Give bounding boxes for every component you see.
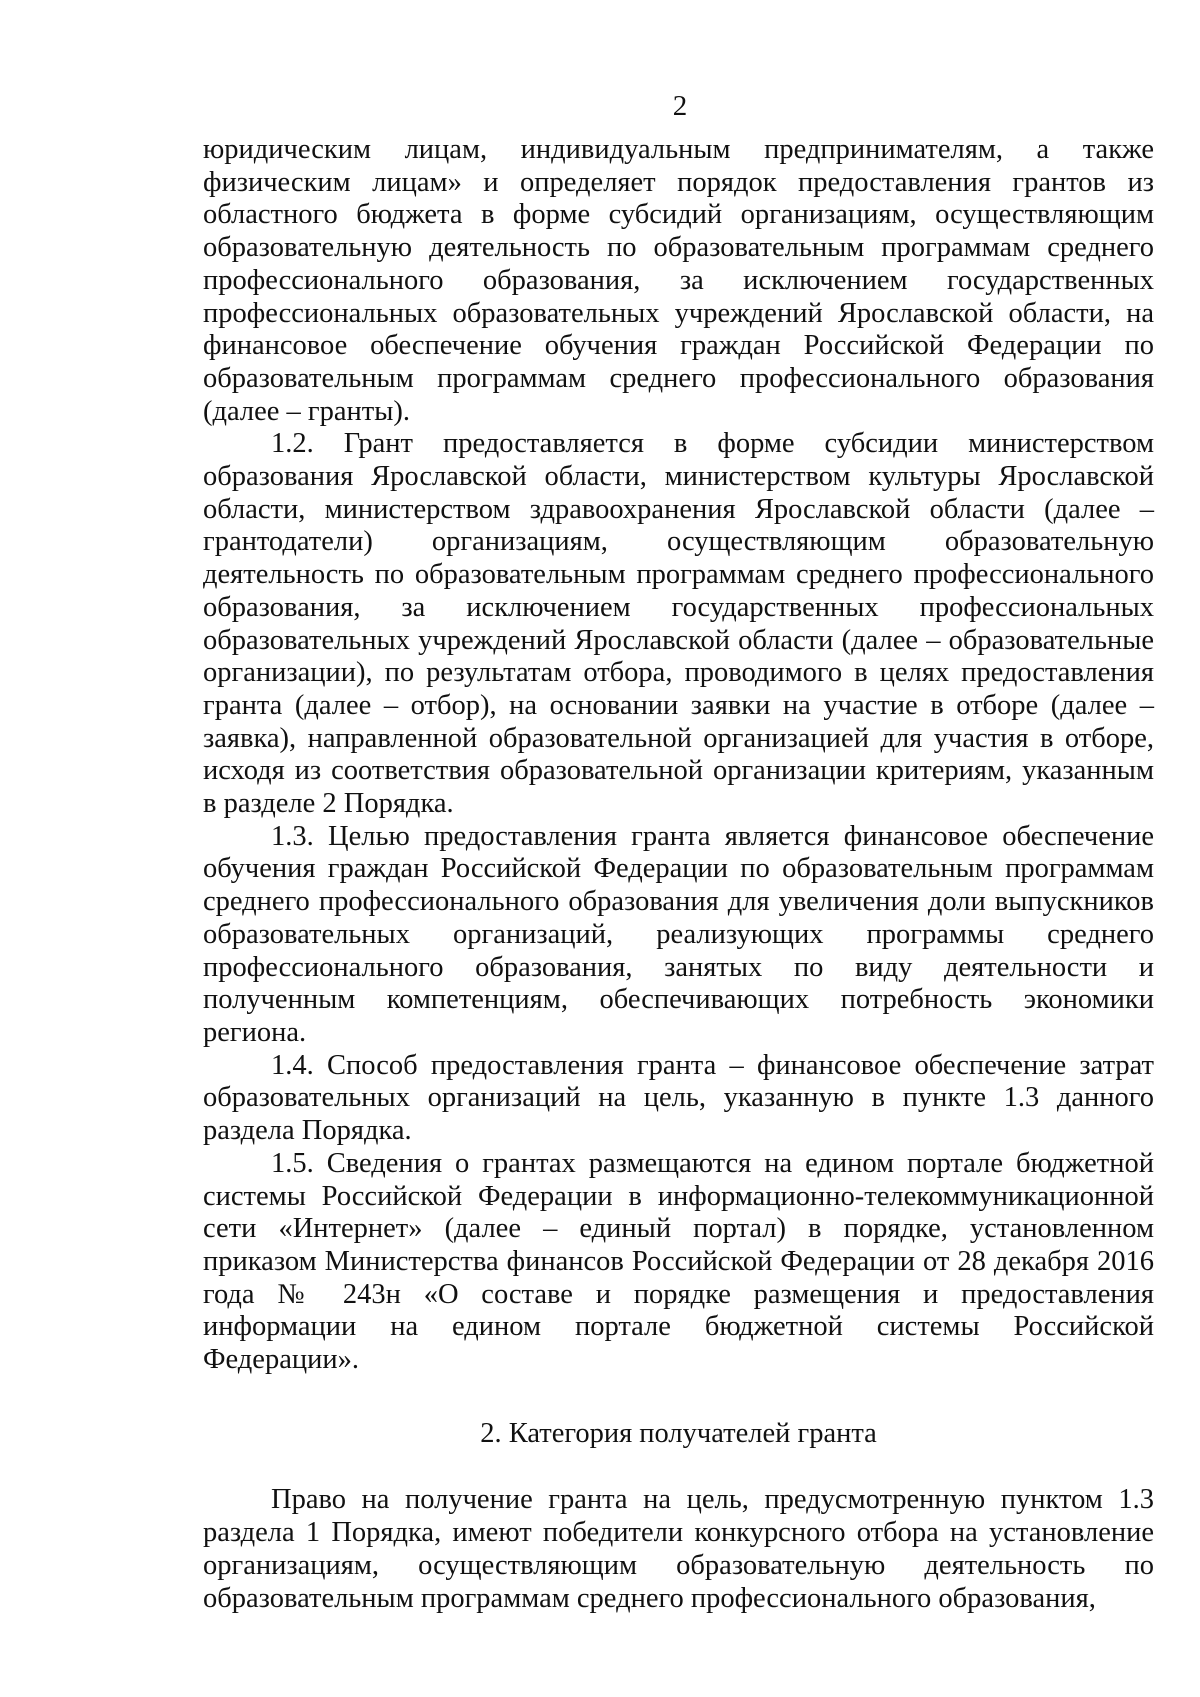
document-body: [203, 134, 1154, 1615]
paragraph-continuation: юридическим лицам, индивидуальным предпринимателям, а также физическим лицам» и определяет порядок предоставления грантов из областного бюджета в форме субсидий организациям, осуществляющим образовательную деятельность по образовательным программам среднего профессионального образования, за исключением государственных профессиональных образовательных учреждений Ярославской области, на финансовое обеспечение обучения граждан Российской Федерации по образовательным программам среднего профессионального образования (далее – гранты).: [203, 134, 1154, 427]
paragraph-1-2: 1.2. Грант предоставляется в форме субсидии министерством образования Ярославской области, министерством культуры Ярославской области, министерством здравоохранения Ярославской области (далее – грантодатели) организациям, осуществляющим образовательную деятельность по образовательным программам среднего профессионального образования, за исключением государственных профессиональных образовательных учреждений Ярославской области (далее – образовательные организации), по результатам отбора, проводимого в целях предоставления гранта (далее – отбор), на основании заявки на участие в отборе (далее – заявка), направленной образовательной организацией для участия в отборе, исходя из соответствия образовательной организации критериям, указанным в разделе 2 Порядка.: [203, 428, 1154, 820]
paragraph-1-4: 1.4. Способ предоставления гранта – финансовое обеспечение затрат образовательных организаций на цель, указанную в пункте 1.3 данного раздела Порядка.: [203, 1049, 1154, 1147]
paragraph-1-3: 1.3. Целью предоставления гранта является финансовое обеспечение обучения граждан Российской Федерации по образовательным программам среднего профессионального образования для увеличения доли выпускников образовательных организаций, реализующих программы среднего профессионального образования, занятых по виду деятельности и полученным компетенциям, обеспечивающих потребность экономики региона.: [203, 820, 1154, 1048]
page-number: 2: [672, 90, 688, 122]
paragraph-2-1: Право на получение гранта на цель, предусмотренную пунктом 1.3 раздела 1 Порядка, имеют победители конкурсного отбора на установление организациям, осуществляющим образовательную деятельность по образовательным программам среднего профессионального образования,: [203, 1484, 1154, 1614]
section-2-heading: 2. Категория получателей гранта: [480, 1417, 877, 1449]
paragraph-1-5: 1.5. Сведения о грантах размещаются на едином портале бюджетной системы Российской Федерации в информационно-телекоммуникационной сети «Интернет» (далее – единый портал) в порядке, установленном приказом Министерства финансов Российской Федерации от 28 декабря 2016 года № 243н «О составе и порядке размещения и предоставления информации на едином портале бюджетной системы Российской Федерации».: [203, 1147, 1154, 1376]
